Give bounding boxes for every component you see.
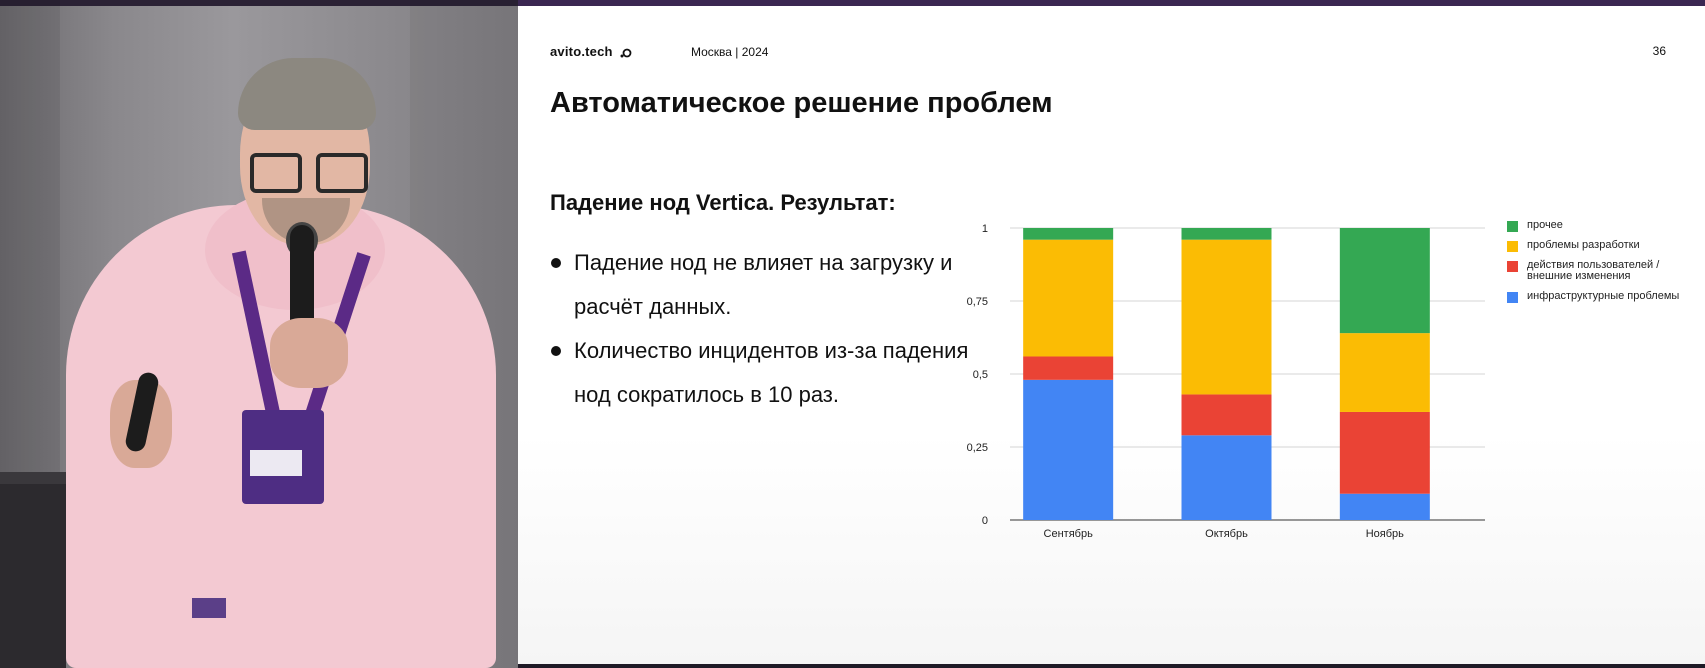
legend-swatch [1507, 241, 1518, 252]
x-tick-label: Ноябрь [1365, 528, 1404, 540]
bar-segment [1182, 394, 1272, 435]
hoodie-tag [192, 598, 226, 618]
bullet-item: Падение нод не влияет на загрузку и расчёт данных. [550, 241, 990, 329]
podium-edge [0, 472, 66, 484]
speaker-video [0, 0, 518, 668]
glasses-left-lens [250, 153, 302, 193]
brand-mark-icon [620, 47, 632, 59]
legend-label: прочее [1527, 219, 1563, 231]
bar-segment [1182, 435, 1272, 520]
legend-swatch [1507, 221, 1518, 232]
legend-item [1507, 220, 1697, 231]
slide-title: Автоматическое решение проблем [550, 87, 1053, 119]
event-location-year: Москва | 2024 [691, 45, 769, 59]
slide-subtitle: Падение нод Vertica. Результат: [550, 190, 896, 215]
bar-segment [1182, 228, 1272, 240]
y-tick-label: 0 [981, 515, 988, 527]
chart-legend [1507, 220, 1697, 311]
x-tick-label: Сентябрь [1043, 528, 1093, 540]
badge-name-card [250, 450, 302, 476]
legend-item [1507, 240, 1697, 251]
legend-label: действия пользователей / внешние изменения [1527, 259, 1660, 282]
y-tick-label: 0,5 [972, 369, 988, 381]
bar-segment [1023, 380, 1113, 520]
bar-segment [1182, 240, 1272, 395]
bar-segment [1023, 240, 1113, 357]
speaker-hand [270, 318, 348, 388]
bar-segment [1340, 333, 1430, 412]
stacked-bar-chart [950, 205, 1490, 545]
speaker-hair [238, 58, 376, 130]
bar-segment [1340, 228, 1430, 333]
brand-logo-text: avito.tech [550, 44, 613, 59]
legend-swatch [1507, 292, 1518, 303]
bar-segment [1023, 356, 1113, 379]
bullet-item: Количество инцидентов из-за падения нод сократилось в 10 раз. [550, 329, 990, 417]
slide-page-number: 36 [1652, 44, 1666, 58]
glasses-right-lens [316, 153, 368, 193]
y-tick-label: 0,25 [966, 442, 988, 454]
x-tick-label: Октябрь [1205, 528, 1248, 540]
legend-label: проблемы разработки [1527, 239, 1640, 251]
bullet-list [550, 241, 990, 417]
podium [0, 472, 66, 668]
y-tick-label: 1 [981, 223, 988, 235]
legend-label: инфраструктурные проблемы [1527, 290, 1680, 302]
y-tick-label: 0,75 [966, 296, 988, 308]
bar-segment [1340, 412, 1430, 494]
legend-item [1507, 291, 1697, 302]
bar-segment [1023, 228, 1113, 240]
legend-item [1507, 260, 1697, 282]
legend-swatch [1507, 261, 1518, 272]
brand-logo [550, 44, 632, 59]
bar-segment [1340, 494, 1430, 520]
